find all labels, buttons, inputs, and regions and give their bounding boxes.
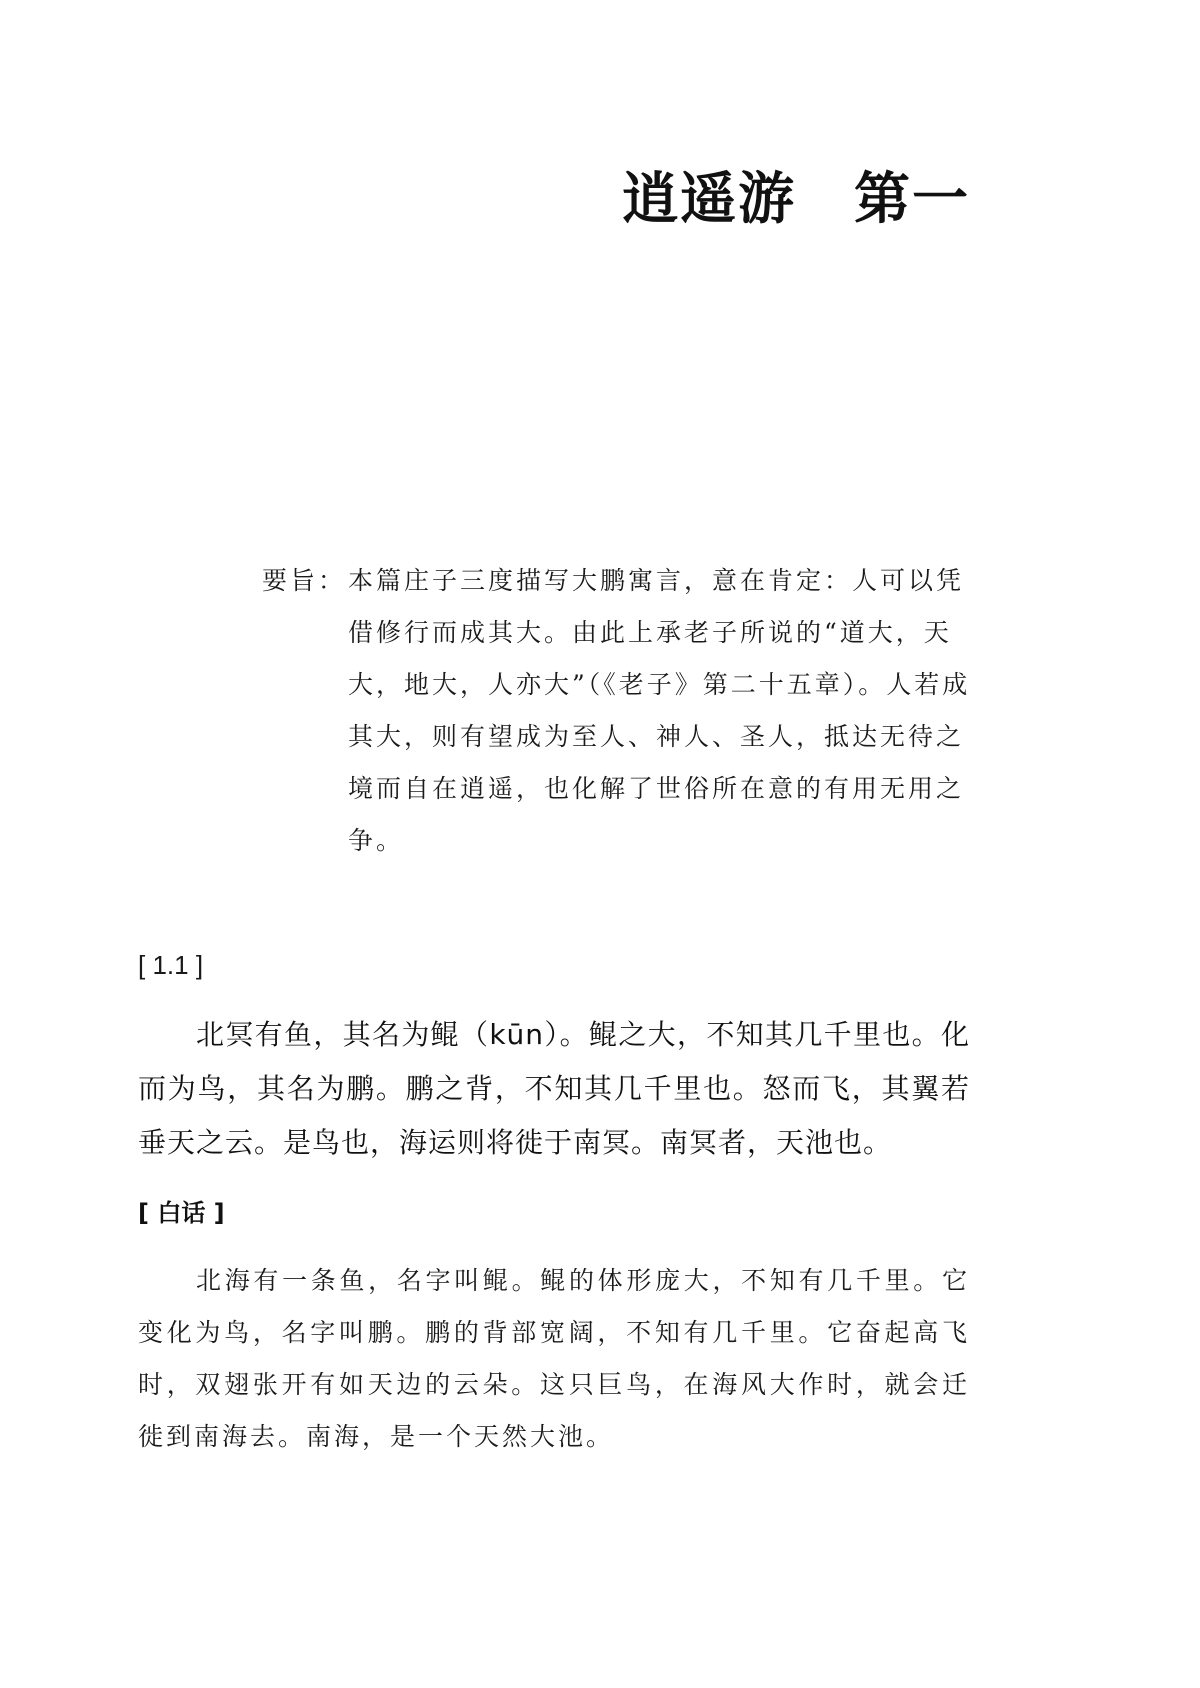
chapter-title: 逍遥游 第一 — [622, 167, 970, 232]
original-text-paragraph: 北冥有鱼，其名为鲲（kūn）。鲲之大，不知其几千里也。化而为鸟，其名为鹏。鹏之背，不知其几千里也。怒而飞，其翼若垂天之云。是鸟也，海运则将徙于南冥。南冥者，天池也。 — [138, 1018, 970, 1159]
translation-paragraph: 北海有一条鱼，名字叫鲲。鲲的体形庞大，不知有几千里。它变化为鸟，名字叫鹏。鹏的背部宽阔，不知有几千里。它奋起高飞时，双翅张开有如天边的云朵。这只巨鸟，在海风大作时，就会迁徙到南海去。南海，是一个天然大池。 — [138, 1266, 970, 1451]
translation-heading: [ 白话 ] — [138, 1199, 225, 1227]
summary-text: 本篇庄子三度描写大鹏寓言，意在肯定：人可以凭借修行而成其大。由此上承老子所说的“道大，天大，地大，人亦大”（《老子》第二十五章）。人若成其大，则有望成为至人、神人、圣人，抵达无待之境而自在逍遥，也化解了世俗所在意的有用无用之争。 — [348, 566, 971, 855]
section-number: [ 1.1 ] — [138, 950, 204, 980]
summary-label: 要旨： — [262, 566, 347, 595]
chapter-summary — [262, 555, 972, 867]
